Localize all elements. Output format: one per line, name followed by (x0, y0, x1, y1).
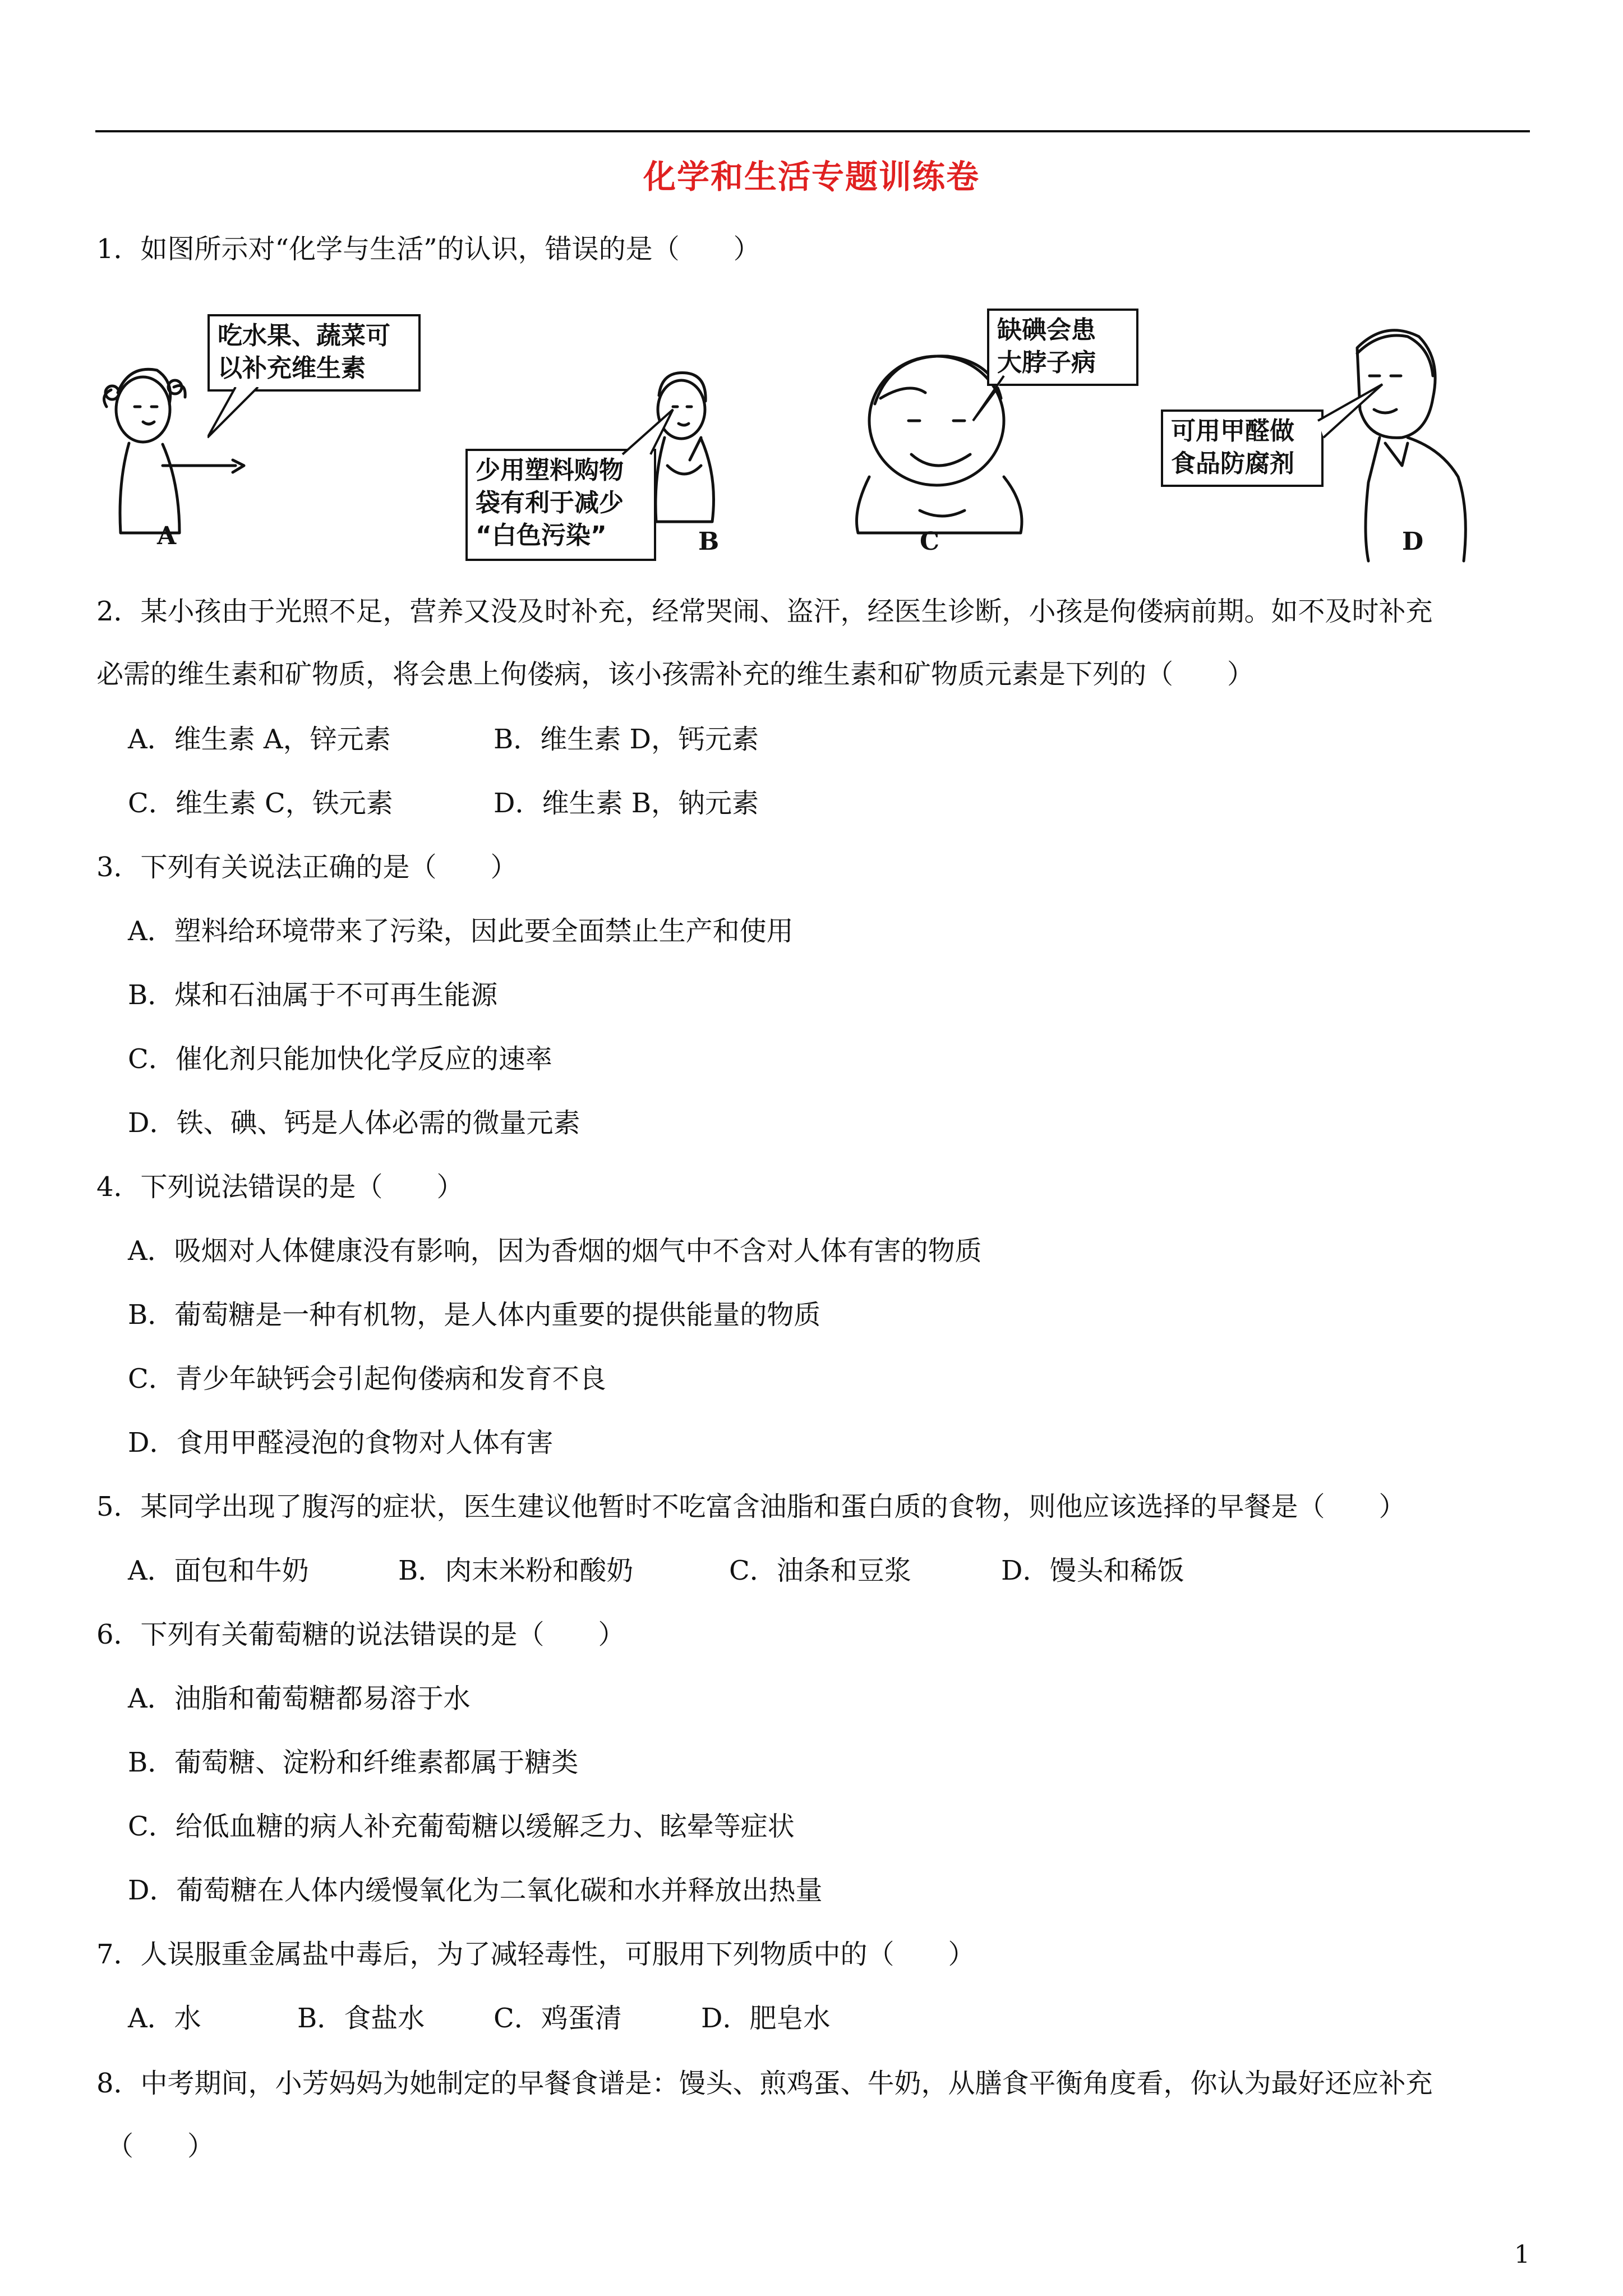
bubble-tail-d (1312, 381, 1385, 449)
question-6-option-b: B．葡萄糖、淀粉和纤维素都属于糖类 (128, 1747, 579, 1778)
page-number: 1 (1514, 2240, 1530, 2269)
question-3-option-c: C．催化剂只能加快化学反应的速率 (128, 1043, 552, 1075)
question-1: 1．如图所示对“化学与生活”的认识，错误的是（ ） (96, 233, 760, 265)
question-4: 4．下列说法错误的是（ ） (96, 1171, 464, 1203)
speech-bubble-c: 缺碘会患 大脖子病 (987, 309, 1138, 386)
question-5-option-b: B．肉末米粉和酸奶 (398, 1555, 634, 1586)
question-4-option-d: D．食用甲醛浸泡的食物对人体有害 (128, 1427, 554, 1458)
question-7-option-c: C．鸡蛋清 (494, 2003, 622, 2034)
question-8-line-1: 8．中考期间，小芳妈妈为她制定的早餐食谱是：馒头、煎鸡蛋、牛奶，从膳食平衡角度看，你认为最好还应补充 (96, 2068, 1433, 2099)
question-2-option-b: B．维生素 D，钙元素 (494, 724, 759, 755)
question-2-option-d: D．维生素 B，钠元素 (494, 788, 759, 819)
question-2-line-2: 必需的维生素和矿物质，将会患上佝偻病，该小孩需补充的维生素和矿物质元素是下列的（ ） (96, 659, 1255, 690)
question-5-option-d: D．馒头和稀饭 (1001, 1555, 1184, 1586)
figure-label-a: A (157, 522, 177, 550)
bubble-tail-b (611, 404, 679, 471)
question-6-option-a: A．油脂和葡萄糖都易溶于水 (128, 1683, 471, 1714)
bubble-tail-a (208, 387, 275, 454)
figure-label-b: B (698, 527, 720, 556)
figure-label-c: C (920, 527, 940, 556)
bubble-tail-c (970, 365, 1026, 432)
question-3: 3．下列有关说法正确的是（ ） (96, 852, 518, 883)
question-2-line-1: 2．某小孩由于光照不足，营养又没及时补充，经常哭闹、盗汗，经医生诊断，小孩是佝偻病前期。如不及时补充 (96, 596, 1433, 627)
speech-bubble-a: 吃水果、蔬菜可 以补充维生素 (208, 314, 421, 392)
question-2-option-c: C．维生素 C，铁元素 (128, 788, 393, 819)
figure-label-d: D (1402, 527, 1424, 556)
question-4-option-a: A．吸烟对人体健康没有影响，因为香烟的烟气中不含对人体有害的物质 (128, 1235, 982, 1267)
question-4-option-b: B．葡萄糖是一种有机物，是人体内重要的提供能量的物质 (128, 1299, 821, 1331)
question-6-option-c: C．给低血糖的病人补充葡萄糖以缓解乏力、眩晕等症状 (128, 1811, 795, 1842)
header-rule (95, 130, 1530, 132)
page-title: 化学和生活专题训练卷 (643, 158, 980, 196)
question-7-option-b: B．食盐水 (297, 2003, 425, 2034)
question-6: 6．下列有关葡萄糖的说法错误的是（ ） (96, 1619, 625, 1650)
question-7-option-d: D．肥皂水 (701, 2003, 831, 2034)
question-8-line-2: （ ） (107, 2131, 215, 2162)
question-7: 7．人误服重金属盐中毒后，为了减轻毒性，可服用下列物质中的（ ） (96, 1939, 975, 1970)
question-5-option-c: C．油条和豆浆 (729, 1555, 911, 1586)
question-5: 5．某同学出现了腹泻的症状，医生建议他暂时不吃富含油脂和蛋白质的食物，则他应该选择的早餐是（ ） (96, 1491, 1406, 1522)
question-7-option-a: A．水 (128, 2003, 201, 2034)
question-6-option-d: D．葡萄糖在人体内缓慢氧化为二氧化碳和水并释放出热量 (128, 1875, 823, 1906)
question-3-option-d: D．铁、碘、钙是人体必需的微量元素 (128, 1107, 580, 1139)
question-3-option-a: A．塑料给环境带来了污染，因此要全面禁止生产和使用 (128, 915, 794, 947)
question-5-option-a: A．面包和牛奶 (128, 1555, 309, 1586)
question-3-option-b: B．煤和石油属于不可再生能源 (128, 979, 498, 1011)
speech-bubble-d: 可用甲醛做 食品防腐剂 (1161, 409, 1324, 487)
question-4-option-c: C．青少年缺钙会引起佝偻病和发育不良 (128, 1363, 606, 1395)
question-2-option-a: A．维生素 A，锌元素 (128, 724, 391, 755)
question-1-figure (95, 297, 1531, 572)
speech-bubble-b: 少用塑料购物 袋有利于减少 “白色污染” (465, 449, 656, 561)
